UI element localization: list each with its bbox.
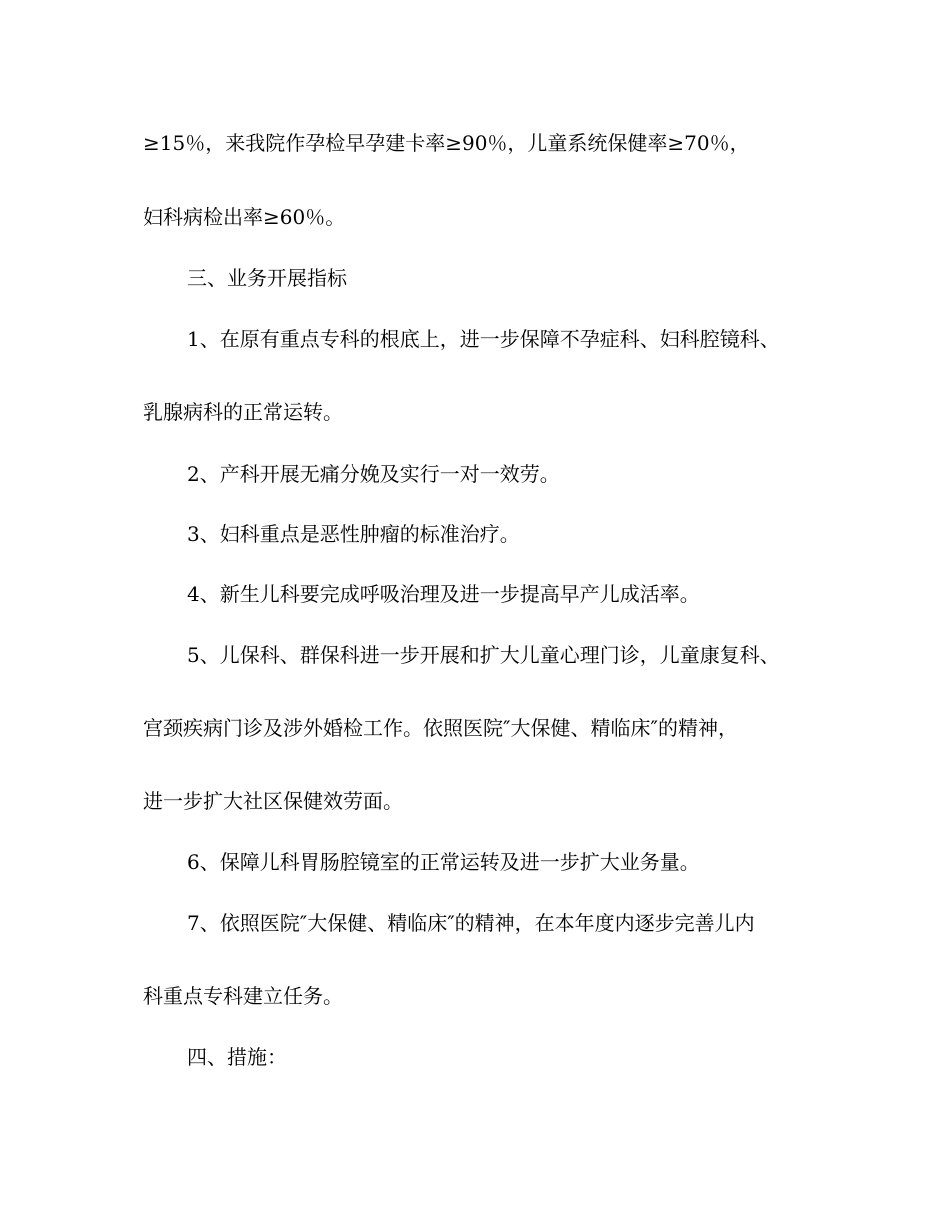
section-heading-measures: 四、措施： (187, 1045, 287, 1069)
paragraph-line: 科重点专科建立任务。 (143, 984, 343, 1008)
list-item-5: 5、儿保科、群保科进一步开展和扩大儿童心理门诊，儿童康复科、 (187, 643, 780, 667)
list-item-3: 3、妇科重点是恶性肿瘤的标准治疗。 (187, 522, 520, 546)
paragraph-line: 妇科病检出率≥60％。 (143, 205, 346, 229)
section-heading-business-indicators: 三、业务开展指标 (187, 266, 347, 290)
paragraph-line: ≥15％，来我院作孕检早孕建卡率≥90％，儿童系统保健率≥70％， (143, 131, 750, 155)
list-item-2: 2、产科开展无痛分娩及实行一对一效劳。 (187, 462, 560, 486)
list-item-6: 6、保障儿科胃肠腔镜室的正常运转及进一步扩大业务量。 (187, 850, 700, 874)
list-item-1: 1、在原有重点专科的根底上，进一步保障不孕症科、妇科腔镜科、 (187, 327, 780, 351)
paragraph-line: 宫颈疾病门诊及涉外婚检工作。依照医院″大保健、精临床″的精神， (143, 716, 738, 740)
list-item-7: 7、依照医院″大保健、精临床″的精神，在本年度内逐步完善儿内 (187, 911, 755, 935)
list-item-4: 4、新生儿科要完成呼吸治理及进一步提高早产儿成活率。 (187, 582, 700, 606)
paragraph-line: 乳腺病科的正常运转。 (143, 400, 343, 424)
paragraph-line: 进一步扩大社区保健效劳面。 (143, 789, 403, 813)
